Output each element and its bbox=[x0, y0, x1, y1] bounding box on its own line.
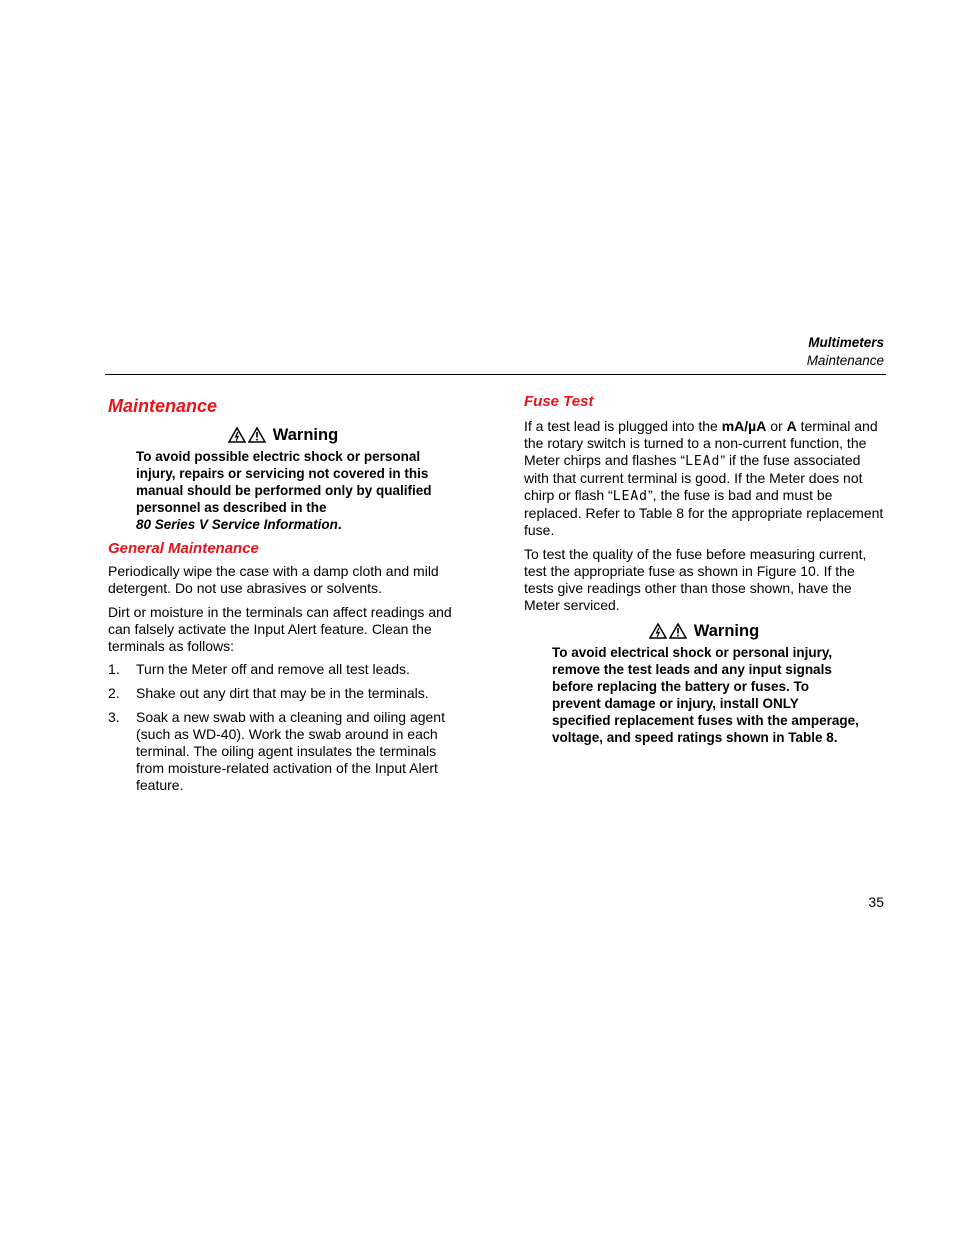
fuse-test-title: Fuse Test bbox=[524, 393, 594, 410]
service-info-reference: 80 Series V Service Information bbox=[136, 517, 338, 532]
paragraph-fuse-lead: If a test lead is plugged into the mA/µA or A terminal and the rotary switch is turned to a non-current function, the Meter chirps and flashes “LEAd” if the fuse associated with that current terminal is good. If the Meter does not chirp or flash “LEAd”, the fuse is bad and must be replaced. Refer to Table 8 for the appropriate replacement fuse. bbox=[524, 418, 884, 538]
paragraph-wipe: Periodically wipe the case with a damp cloth and mild detergent. Do not use abrasives or solvents. bbox=[108, 563, 439, 596]
running-header bbox=[807, 334, 884, 370]
warning-icons-1 bbox=[228, 427, 266, 443]
caution-icon bbox=[669, 623, 687, 639]
warning-title-2: Warning bbox=[693, 622, 760, 640]
header-subtitle: Maintenance bbox=[806, 353, 884, 368]
list-item: 1. Turn the Meter off and remove all test leads. bbox=[108, 661, 410, 677]
warning-icons-2 bbox=[649, 623, 687, 639]
list-item: 3. Soak a new swab with a cleaning and oiling agent (such as WD-40). Work the swab around in each terminal. The oiling agent insulates the terminals from moisture-related activation of the Input Alert feature. bbox=[108, 709, 445, 793]
general-maintenance-title: General Maintenance bbox=[108, 540, 259, 557]
hazard-icon bbox=[649, 623, 667, 639]
header-title: Multimeters bbox=[808, 335, 884, 350]
warning-heading-2 bbox=[524, 621, 884, 641]
warning-title-1: Warning bbox=[272, 426, 339, 444]
right-column bbox=[524, 392, 884, 746]
list-item: 2. Shake out any dirt that may be in the terminals. bbox=[108, 685, 429, 701]
warning-body-1 bbox=[136, 448, 448, 533]
warning-heading-1 bbox=[108, 425, 458, 445]
paragraph-fuse-quality: To test the quality of the fuse before measuring current, test the appropriate fuse as shown in Figure 10. If the tests give readings other than those shown, have the Meter serviced. bbox=[524, 546, 867, 613]
warning-text-1-end: . bbox=[337, 517, 342, 532]
paragraph-dirt: Dirt or moisture in the terminals can affect readings and can falsely activate the Input Alert feature. Clean the terminals as follows: bbox=[108, 604, 452, 654]
cleaning-steps bbox=[108, 661, 458, 794]
lcd-lead-text: LEAd bbox=[612, 489, 649, 504]
header-rule bbox=[105, 374, 886, 375]
caution-icon bbox=[248, 427, 266, 443]
section-title: Maintenance bbox=[108, 396, 218, 416]
warning-body-2: To avoid electrical shock or personal injury, remove the test leads and any input signals before replacing the battery or fuses. To prevent damage or injury, install ONLY specified replacement fuses with the amperage, voltage, and speed ratings shown in Table 8. bbox=[552, 645, 859, 745]
warning-text-1: To avoid possible electric shock or personal injury, repairs or servicing not covered in this manual should be performed only by qualified personnel as described in the bbox=[136, 449, 432, 515]
hazard-icon bbox=[228, 427, 246, 443]
left-column bbox=[108, 392, 458, 794]
page-number: 35 bbox=[868, 894, 884, 910]
lcd-lead-text: LEAd bbox=[685, 454, 721, 469]
